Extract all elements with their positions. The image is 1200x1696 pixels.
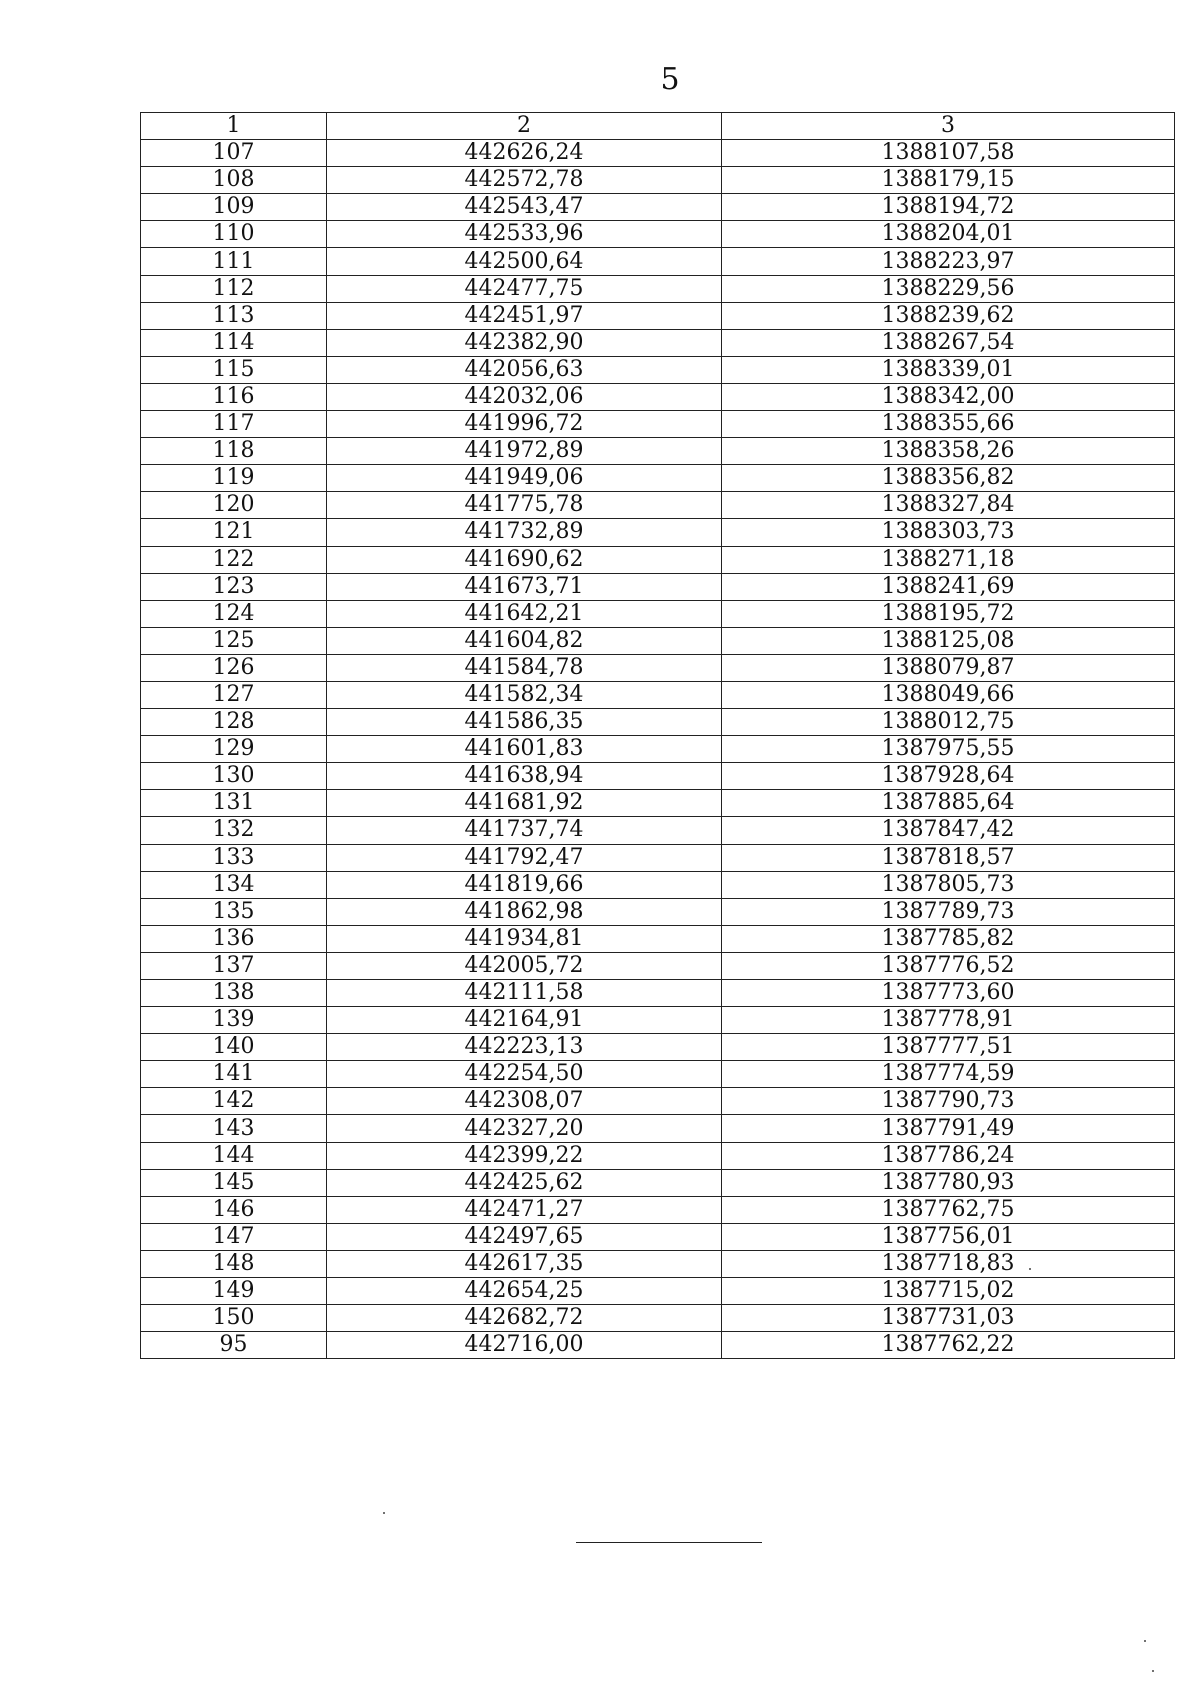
coordinate-x-cell: 442399,22	[327, 1142, 722, 1169]
coordinate-y-cell: 1388179,15	[722, 167, 1175, 194]
coordinate-x-cell: 441819,66	[327, 871, 722, 898]
column-header-2: 2	[327, 113, 722, 140]
coordinate-y-cell: 1388079,87	[722, 654, 1175, 681]
coordinate-x-cell: 442572,78	[327, 167, 722, 194]
table-row	[141, 980, 1175, 1007]
point-number-cell: 113	[141, 302, 327, 329]
scan-speck	[383, 1512, 385, 1514]
point-number-cell: 144	[141, 1142, 327, 1169]
coordinate-y-cell: 1388271,18	[722, 546, 1175, 573]
coordinate-x-cell: 442451,97	[327, 302, 722, 329]
point-number-cell: 143	[141, 1115, 327, 1142]
coordinate-y-cell: 1387756,01	[722, 1223, 1175, 1250]
point-number-cell: 126	[141, 654, 327, 681]
coordinate-x-cell: 442626,24	[327, 140, 722, 167]
point-number-cell: 115	[141, 356, 327, 383]
point-number-cell: 141	[141, 1061, 327, 1088]
point-number-cell: 107	[141, 140, 327, 167]
coordinate-x-cell: 442327,20	[327, 1115, 722, 1142]
coordinate-y-cell: 1387818,57	[722, 844, 1175, 871]
coordinate-y-cell: 1388239,62	[722, 302, 1175, 329]
point-number-cell: 148	[141, 1250, 327, 1277]
point-number-cell: 147	[141, 1223, 327, 1250]
coordinate-y-cell: 1387718,83	[722, 1250, 1175, 1277]
coordinates-table	[140, 112, 1175, 1359]
table-row	[141, 600, 1175, 627]
coordinate-x-cell: 441737,74	[327, 817, 722, 844]
coordinate-x-cell: 441792,47	[327, 844, 722, 871]
point-number-cell: 128	[141, 709, 327, 736]
coordinate-x-cell: 442005,72	[327, 952, 722, 979]
table-row	[141, 383, 1175, 410]
coordinate-x-cell: 441604,82	[327, 627, 722, 654]
table-row	[141, 925, 1175, 952]
point-number-cell: 95	[141, 1332, 327, 1359]
table-row	[141, 709, 1175, 736]
coordinate-y-cell: 1387778,91	[722, 1007, 1175, 1034]
coordinate-y-cell: 1388356,82	[722, 465, 1175, 492]
coordinate-x-cell: 441582,34	[327, 681, 722, 708]
point-number-cell: 123	[141, 573, 327, 600]
coordinate-y-cell: 1387762,22	[722, 1332, 1175, 1359]
coordinate-x-cell: 441934,81	[327, 925, 722, 952]
point-number-cell: 138	[141, 980, 327, 1007]
point-number-cell: 127	[141, 681, 327, 708]
point-number-cell: 121	[141, 519, 327, 546]
coordinate-x-cell: 441996,72	[327, 411, 722, 438]
page-number: 5	[660, 62, 680, 97]
coordinate-y-cell: 1388358,26	[722, 438, 1175, 465]
coordinate-x-cell: 441690,62	[327, 546, 722, 573]
table-row	[141, 194, 1175, 221]
coordinate-y-cell: 1387785,82	[722, 925, 1175, 952]
point-number-cell: 129	[141, 736, 327, 763]
coordinate-y-cell: 1388107,58	[722, 140, 1175, 167]
coordinate-x-cell: 442223,13	[327, 1034, 722, 1061]
coordinate-x-cell: 442682,72	[327, 1305, 722, 1332]
table-row	[141, 1115, 1175, 1142]
point-number-cell: 118	[141, 438, 327, 465]
point-number-cell: 131	[141, 790, 327, 817]
table-header-row	[141, 113, 1175, 140]
point-number-cell: 149	[141, 1278, 327, 1305]
scan-speck	[1029, 1268, 1031, 1270]
coordinate-x-cell: 442471,27	[327, 1196, 722, 1223]
point-number-cell: 137	[141, 952, 327, 979]
table-row	[141, 898, 1175, 925]
table-row	[141, 573, 1175, 600]
point-number-cell: 134	[141, 871, 327, 898]
coordinate-y-cell: 1387715,02	[722, 1278, 1175, 1305]
coordinate-y-cell: 1388223,97	[722, 248, 1175, 275]
point-number-cell: 119	[141, 465, 327, 492]
table-row	[141, 221, 1175, 248]
coordinate-y-cell: 1388049,66	[722, 681, 1175, 708]
table-row	[141, 1061, 1175, 1088]
point-number-cell: 108	[141, 167, 327, 194]
coordinate-y-cell: 1388204,01	[722, 221, 1175, 248]
point-number-cell: 120	[141, 492, 327, 519]
table-row	[141, 329, 1175, 356]
coordinate-x-cell: 441949,06	[327, 465, 722, 492]
table-row	[141, 492, 1175, 519]
column-header-1: 1	[141, 113, 327, 140]
table-row	[141, 1034, 1175, 1061]
coordinate-y-cell: 1388229,56	[722, 275, 1175, 302]
coordinate-y-cell: 1387790,73	[722, 1088, 1175, 1115]
table-row	[141, 411, 1175, 438]
column-header-3: 3	[722, 113, 1175, 140]
coordinate-y-cell: 1387780,93	[722, 1169, 1175, 1196]
coordinate-x-cell: 441673,71	[327, 573, 722, 600]
coordinate-y-cell: 1388194,72	[722, 194, 1175, 221]
table-row	[141, 1250, 1175, 1277]
scan-speck	[1144, 1640, 1146, 1642]
coordinate-x-cell: 442497,65	[327, 1223, 722, 1250]
table-row	[141, 1305, 1175, 1332]
table-body	[141, 140, 1175, 1359]
coordinate-y-cell: 1387928,64	[722, 763, 1175, 790]
coordinate-x-cell: 442533,96	[327, 221, 722, 248]
table-row	[141, 681, 1175, 708]
point-number-cell: 132	[141, 817, 327, 844]
point-number-cell: 146	[141, 1196, 327, 1223]
coordinate-x-cell: 441584,78	[327, 654, 722, 681]
table-row	[141, 1142, 1175, 1169]
table-row	[141, 275, 1175, 302]
coordinate-x-cell: 442617,35	[327, 1250, 722, 1277]
coordinate-x-cell: 442500,64	[327, 248, 722, 275]
table-row	[141, 546, 1175, 573]
coordinate-y-cell: 1387791,49	[722, 1115, 1175, 1142]
table-row	[141, 871, 1175, 898]
point-number-cell: 109	[141, 194, 327, 221]
coordinate-y-cell: 1388327,84	[722, 492, 1175, 519]
coordinate-x-cell: 442425,62	[327, 1169, 722, 1196]
coordinate-x-cell: 442308,07	[327, 1088, 722, 1115]
coordinate-x-cell: 441862,98	[327, 898, 722, 925]
coordinate-y-cell: 1387731,03	[722, 1305, 1175, 1332]
table-row	[141, 248, 1175, 275]
table-row	[141, 1223, 1175, 1250]
table-row	[141, 1332, 1175, 1359]
coordinate-y-cell: 1387885,64	[722, 790, 1175, 817]
coordinate-x-cell: 441972,89	[327, 438, 722, 465]
coordinate-y-cell: 1387774,59	[722, 1061, 1175, 1088]
coordinate-x-cell: 441732,89	[327, 519, 722, 546]
coordinate-y-cell: 1388342,00	[722, 383, 1175, 410]
table-row	[141, 465, 1175, 492]
table-row	[141, 763, 1175, 790]
point-number-cell: 122	[141, 546, 327, 573]
coordinate-y-cell: 1387975,55	[722, 736, 1175, 763]
coordinate-y-cell: 1387773,60	[722, 980, 1175, 1007]
table-row	[141, 519, 1175, 546]
coordinate-y-cell: 1387789,73	[722, 898, 1175, 925]
coordinate-x-cell: 442254,50	[327, 1061, 722, 1088]
point-number-cell: 112	[141, 275, 327, 302]
point-number-cell: 139	[141, 1007, 327, 1034]
point-number-cell: 110	[141, 221, 327, 248]
table-row	[141, 736, 1175, 763]
coordinate-y-cell: 1387786,24	[722, 1142, 1175, 1169]
coordinate-x-cell: 441586,35	[327, 709, 722, 736]
coordinate-x-cell: 442543,47	[327, 194, 722, 221]
table-row	[141, 302, 1175, 329]
coordinate-y-cell: 1388195,72	[722, 600, 1175, 627]
table-row	[141, 356, 1175, 383]
coordinate-y-cell: 1388339,01	[722, 356, 1175, 383]
point-number-cell: 136	[141, 925, 327, 952]
point-number-cell: 150	[141, 1305, 327, 1332]
point-number-cell: 124	[141, 600, 327, 627]
table-row	[141, 790, 1175, 817]
coordinate-x-cell: 442056,63	[327, 356, 722, 383]
table-row	[141, 1169, 1175, 1196]
coordinate-y-cell: 1387762,75	[722, 1196, 1175, 1223]
point-number-cell: 114	[141, 329, 327, 356]
coordinate-x-cell: 442716,00	[327, 1332, 722, 1359]
point-number-cell: 133	[141, 844, 327, 871]
table-row	[141, 654, 1175, 681]
table-row	[141, 627, 1175, 654]
coordinate-y-cell: 1387847,42	[722, 817, 1175, 844]
coordinate-x-cell: 441642,21	[327, 600, 722, 627]
coordinate-y-cell: 1388267,54	[722, 329, 1175, 356]
table-row	[141, 1278, 1175, 1305]
table-row	[141, 1007, 1175, 1034]
coordinate-y-cell: 1388303,73	[722, 519, 1175, 546]
point-number-cell: 116	[141, 383, 327, 410]
coordinate-x-cell: 442382,90	[327, 329, 722, 356]
coordinate-x-cell: 441681,92	[327, 790, 722, 817]
table-row	[141, 817, 1175, 844]
coordinate-x-cell: 442111,58	[327, 980, 722, 1007]
coordinate-x-cell: 441638,94	[327, 763, 722, 790]
coordinate-y-cell: 1388241,69	[722, 573, 1175, 600]
coordinate-x-cell: 441775,78	[327, 492, 722, 519]
table-row	[141, 1196, 1175, 1223]
point-number-cell: 135	[141, 898, 327, 925]
point-number-cell: 125	[141, 627, 327, 654]
point-number-cell: 111	[141, 248, 327, 275]
coordinate-y-cell: 1387805,73	[722, 871, 1175, 898]
coordinate-x-cell: 442654,25	[327, 1278, 722, 1305]
table-row	[141, 844, 1175, 871]
coordinate-y-cell: 1388125,08	[722, 627, 1175, 654]
coordinate-x-cell: 442164,91	[327, 1007, 722, 1034]
table-row	[141, 952, 1175, 979]
table-row	[141, 438, 1175, 465]
coordinate-x-cell: 441601,83	[327, 736, 722, 763]
coordinate-y-cell: 1387776,52	[722, 952, 1175, 979]
coordinate-x-cell: 442032,06	[327, 383, 722, 410]
point-number-cell: 130	[141, 763, 327, 790]
table-row	[141, 140, 1175, 167]
scan-speck	[1152, 1670, 1154, 1672]
point-number-cell: 140	[141, 1034, 327, 1061]
coordinate-y-cell: 1387777,51	[722, 1034, 1175, 1061]
point-number-cell: 142	[141, 1088, 327, 1115]
coordinate-y-cell: 1388012,75	[722, 709, 1175, 736]
footer-divider-line	[576, 1542, 762, 1543]
coordinate-x-cell: 442477,75	[327, 275, 722, 302]
coordinate-y-cell: 1388355,66	[722, 411, 1175, 438]
table-row	[141, 1088, 1175, 1115]
point-number-cell: 117	[141, 411, 327, 438]
table-row	[141, 167, 1175, 194]
point-number-cell: 145	[141, 1169, 327, 1196]
